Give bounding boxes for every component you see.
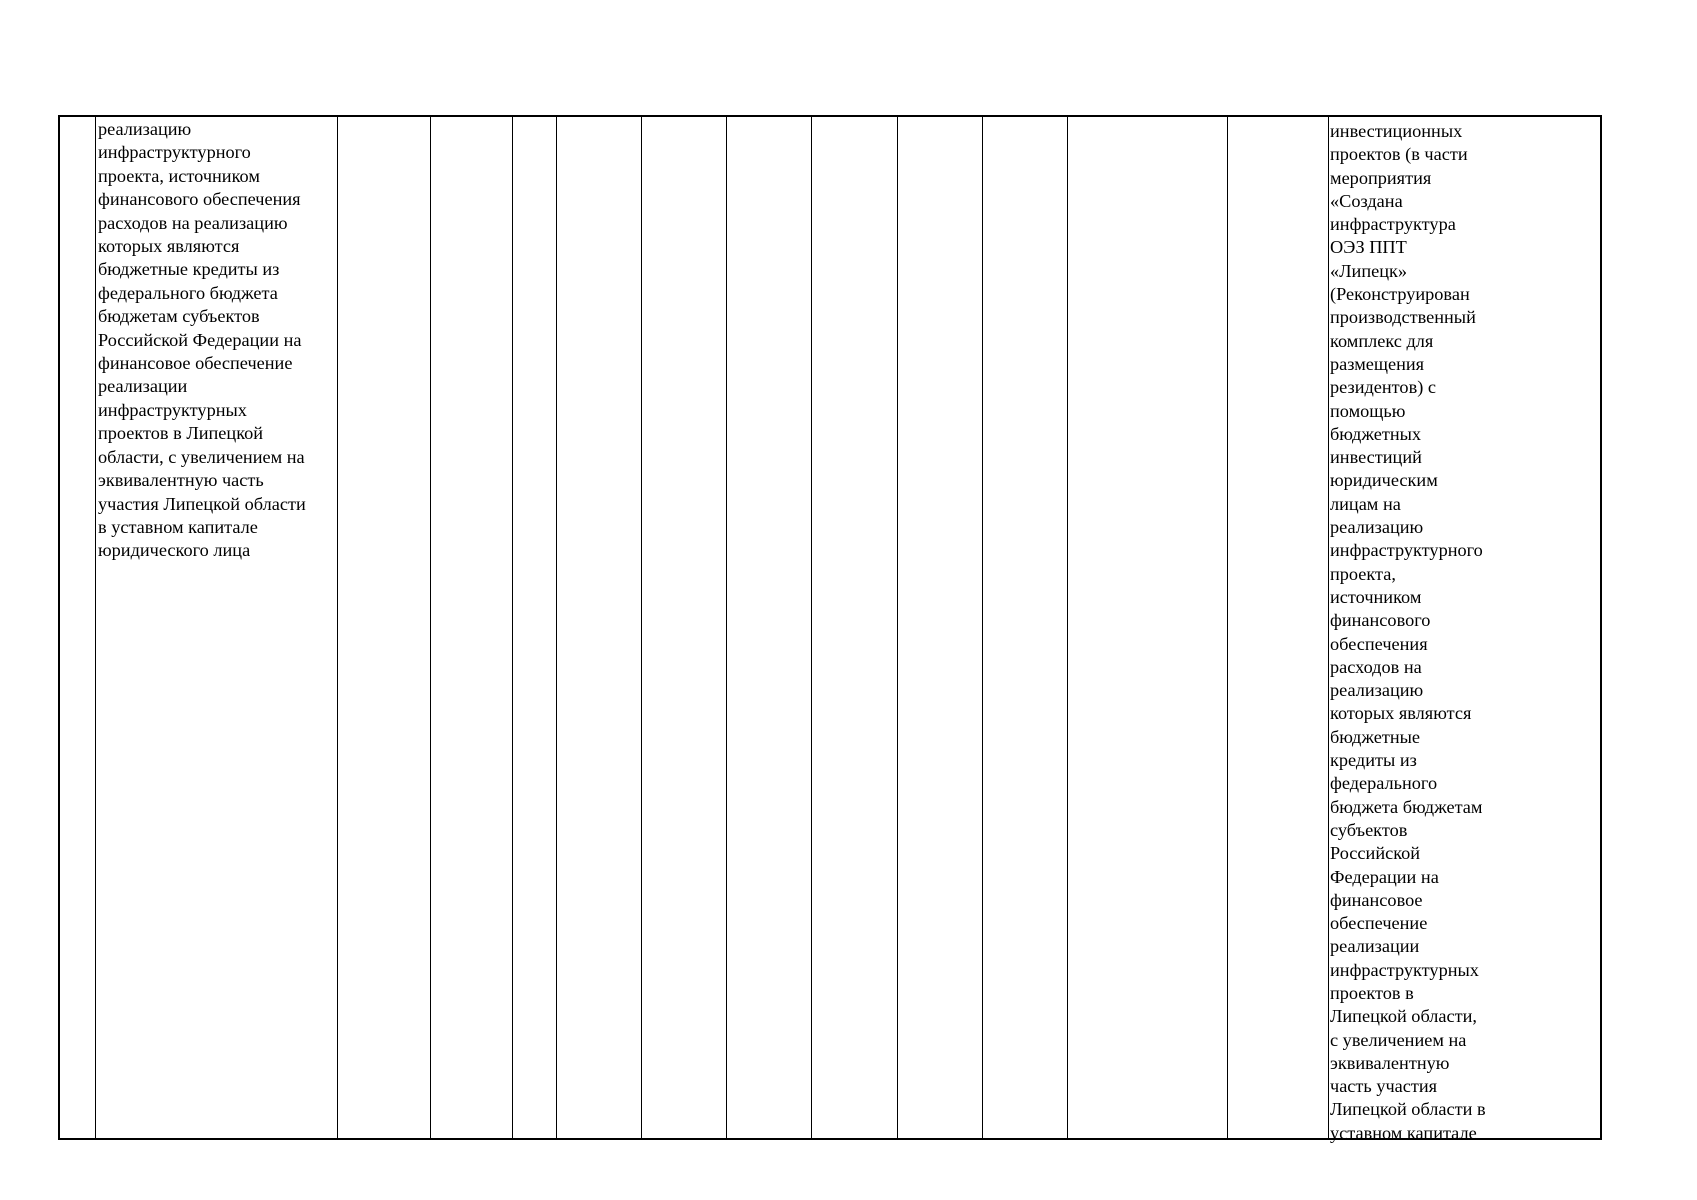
- table-cell-number: [60, 117, 96, 1138]
- table-cell-empty: [557, 117, 642, 1138]
- table-cell-note: [1329, 117, 1600, 1143]
- description-text: реализацию инфраструктурного проекта, источником финансового обеспечения расходов на реализацию которых являются бюджетные кредиты из федерального бюджета бюджетам субъектов Российской Федерации на финансовое обеспечение реализации инфраструктурных проектов в Липецкой области, с увеличением на эквивалентную часть участия Липецкой области в уставном капитале юридического лица: [98, 119, 306, 561]
- table-cell-empty: [338, 117, 431, 1138]
- table-cell-description: [96, 117, 338, 1138]
- table-cell-empty: [727, 117, 812, 1138]
- table-cell-empty: [513, 117, 557, 1138]
- table-cell-empty: [983, 117, 1068, 1138]
- table-cell-empty: [1228, 117, 1329, 1138]
- table-cell-empty: [1068, 117, 1228, 1138]
- table-cell-empty: [898, 117, 983, 1138]
- table-cell-empty: [431, 117, 513, 1138]
- table-cell-empty: [812, 117, 898, 1138]
- document-table: [58, 115, 1602, 1143]
- note-text: инвестиционных проектов (в части мероприятия «Создана инфраструктура ОЭЗ ППТ «Липецк» (Реконструирован производственный комплекс для размещения резидентов) с помощью бюджетных инвестиций юридическим лицам на реализацию инфраструктурного проекта, источником финансового обеспечения расходов на реализацию которых являются бюджетные кредиты из федерального бюджета бюджетам субъектов Российской Федерации на финансовое обеспечение реализации инфраструктурных проектов в Липецкой области, с увеличением на эквивалентную часть участия Липецкой области в уставном капитале: [1330, 121, 1486, 1143]
- table-cell-empty: [642, 117, 727, 1138]
